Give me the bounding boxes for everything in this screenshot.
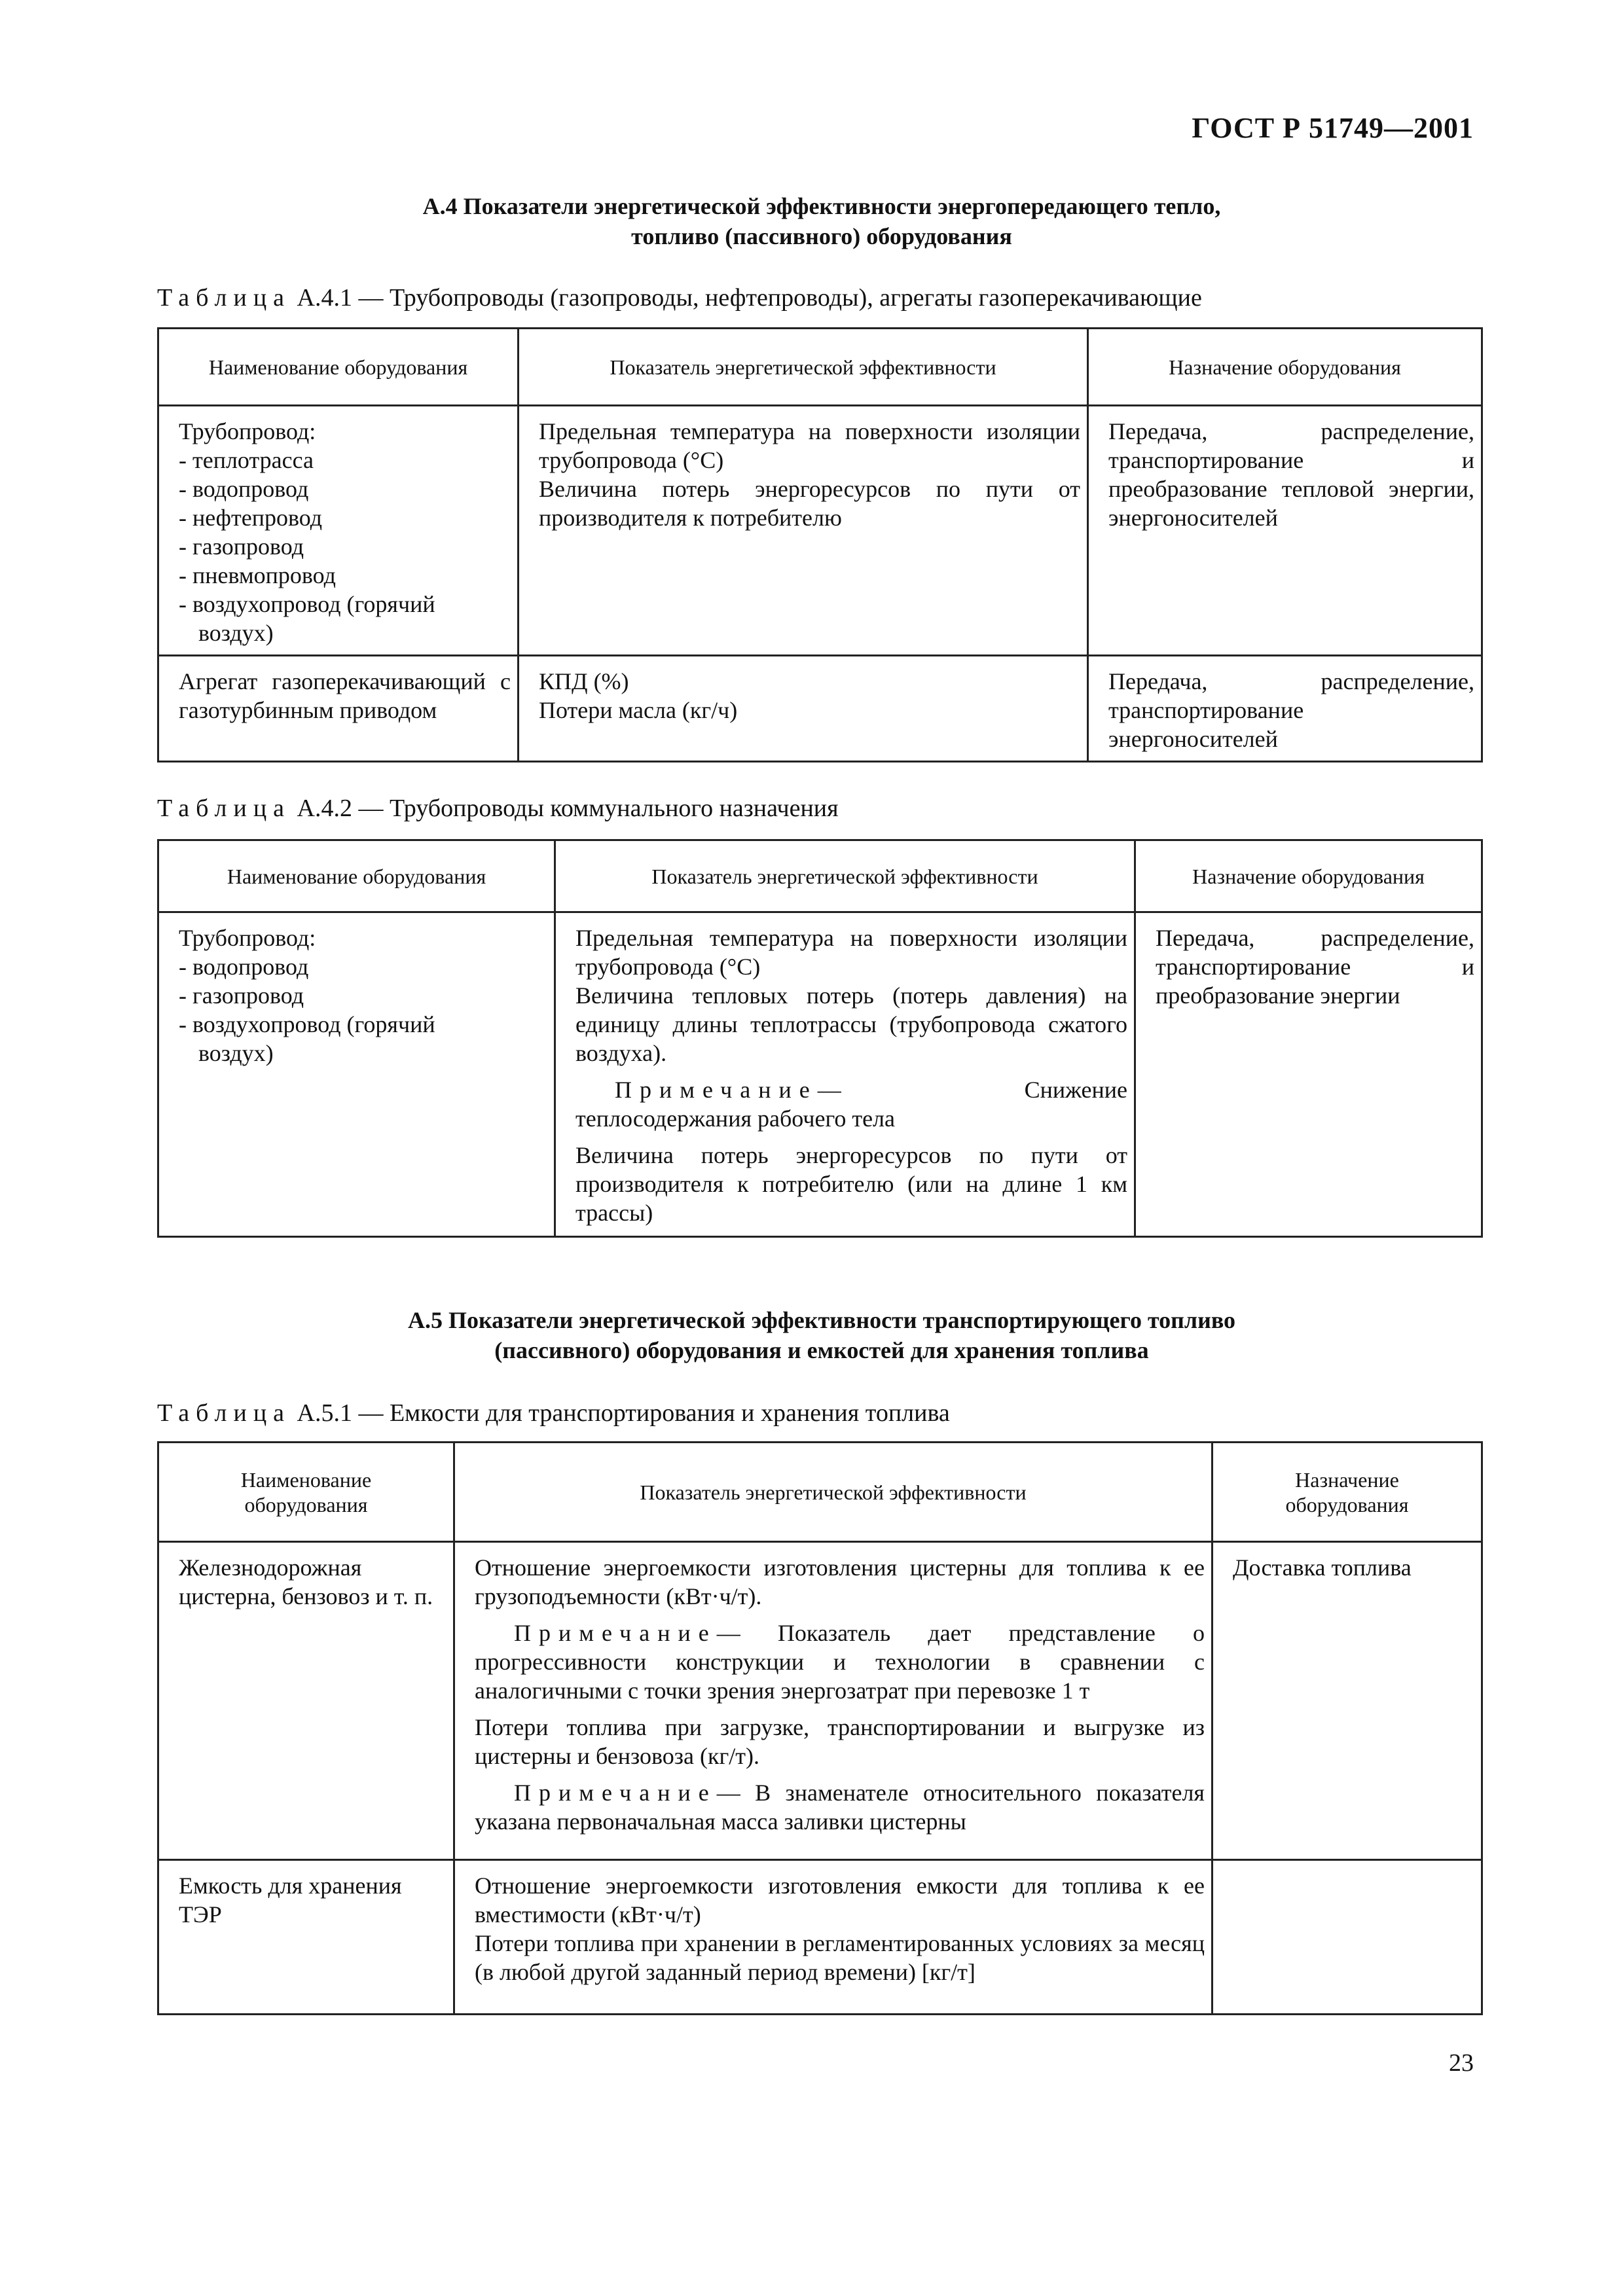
note-label: Примечание	[615, 1077, 818, 1103]
note-label: Примечание	[514, 1780, 717, 1806]
table-a41-caption	[157, 283, 1202, 313]
table-caption-text: А.4.2 — Трубопроводы коммунального назначения	[297, 795, 839, 822]
section-a5-title-line2: (пассивного) оборудования и емкостей для хранения топлива	[494, 1337, 1149, 1363]
table-header-row	[158, 840, 1482, 912]
table-a42	[157, 839, 1483, 1238]
cell-equipment-name: Агрегат газоперекачивающий с газотурбинным приводом	[158, 656, 519, 762]
table-caption-prefix: Таблица	[157, 284, 291, 312]
table-row	[158, 1860, 1482, 2015]
table-header-row	[158, 329, 1482, 406]
header-equipment-name: Наименование оборудования	[158, 840, 555, 912]
list-item: - водопровод	[179, 954, 309, 980]
cell-efficiency-indicator	[555, 912, 1135, 1237]
cell-equipment-purpose: Передача, распределение, транспортирование и преобразование тепловой энергии, энергоносителей	[1088, 406, 1482, 656]
header-equipment-purpose: Назначение оборудования	[1213, 1443, 1482, 1542]
cell-equipment-name	[158, 406, 519, 656]
table-a51	[157, 1441, 1483, 2015]
indicator-text: Величина потерь энергоресурсов по пути от производителя к потребителю	[539, 476, 1080, 531]
header-equipment-purpose: Назначение оборудования	[1135, 840, 1482, 912]
table-row	[158, 1542, 1482, 1860]
list-item: - воздухопровод (горячий	[179, 591, 435, 617]
indicator-text: Отношение энергоемкости изготовления цистерны для топлива к ее грузоподъемности (кВт·ч/т).	[475, 1554, 1205, 1609]
list-item: - воздухопровод (горячий	[179, 1011, 435, 1037]
indicator-text: Потери масла (кг/ч)	[539, 697, 738, 723]
list-item-continuation: воздух)	[198, 620, 274, 646]
cell-efficiency-indicator	[519, 656, 1088, 762]
table-caption-prefix: Таблица	[157, 795, 291, 822]
header-equipment-name: Наименование оборудования	[158, 1443, 454, 1542]
table-row	[158, 656, 1482, 762]
cell-efficiency-indicator	[454, 1542, 1213, 1860]
list-title: Трубопровод:	[179, 925, 316, 951]
cell-equipment-purpose: Доставка топлива	[1213, 1542, 1482, 1860]
cell-equipment-purpose	[1213, 1860, 1482, 2015]
indicator-text: Предельная температура на поверхности изоляции трубопровода (°С)	[575, 925, 1127, 980]
indicator-text: Потери топлива при загрузке, транспортировании и выгрузке из цистерны и бензовоза (кг/т).	[475, 1714, 1205, 1769]
page-number: 23	[1449, 2049, 1474, 2077]
table-a42-caption	[157, 793, 839, 823]
indicator-text: Величина потерь энергоресурсов по пути от производителя к потребителю (или на длине 1 км трассы)	[575, 1142, 1127, 1226]
indicator-text: Предельная температура на поверхности изоляции трубопровода (°С)	[539, 418, 1080, 473]
list-item: - газопровод	[179, 533, 304, 560]
header-equipment-purpose: Назначение оборудования	[1088, 329, 1482, 406]
note-body: — В знаменателе относительного показателя указана первоначальная масса заливки цистерны	[475, 1780, 1205, 1835]
cell-equipment-name: Емкость для хранения ТЭР	[158, 1860, 454, 2015]
list-item: - теплотрасса	[179, 447, 314, 473]
table-header-row	[158, 1443, 1482, 1542]
list-item: - газопровод	[179, 982, 304, 1009]
list-item: - нефтепровод	[179, 505, 323, 531]
indicator-text: Отношение энергоемкости изготовления емкости для топлива к ее вместимости (кВт·ч/т)	[475, 1873, 1205, 1928]
note-text	[475, 1778, 1205, 1836]
header-efficiency-indicator: Показатель энергетической эффективности	[454, 1443, 1213, 1542]
note-label: Примечание	[514, 1620, 717, 1646]
table-row	[158, 912, 1482, 1237]
list-item: - водопровод	[179, 476, 309, 502]
header-efficiency-indicator: Показатель энергетической эффективности	[519, 329, 1088, 406]
cell-equipment-name	[158, 912, 555, 1237]
cell-equipment-name: Железнодорожная цистерна, бензовоз и т. п.	[158, 1542, 454, 1860]
note-body: — Снижение теплосодержания рабочего тела	[575, 1077, 1127, 1132]
cell-efficiency-indicator	[454, 1860, 1213, 2015]
cell-equipment-purpose: Передача, распределение, транспортирование и преобразование энергии	[1135, 912, 1482, 1237]
section-a4-title-line1: А.4 Показатели энергетической эффективности энергопередающего тепло,	[422, 193, 1221, 219]
cell-efficiency-indicator	[519, 406, 1088, 656]
table-a51-caption	[157, 1398, 950, 1428]
list-title: Трубопровод:	[179, 418, 316, 444]
list-item-continuation: воздух)	[198, 1040, 274, 1066]
table-row	[158, 406, 1482, 656]
section-a5-heading	[157, 1305, 1486, 1365]
note-body: — Показатель дает представление о прогрессивности конструкции и технологии в сравнении с аналогичными с точки зрения энергозатрат при перевозке 1 т	[475, 1620, 1205, 1704]
section-a5-title-line1: А.5 Показатели энергетической эффективности транспортирующего топливо	[407, 1307, 1236, 1333]
table-caption-text: А.5.1 — Емкости для транспортирования и хранения топлива	[297, 1399, 950, 1427]
document-code: ГОСТ Р 51749—2001	[1192, 112, 1474, 144]
table-caption-prefix: Таблица	[157, 1399, 291, 1427]
table-caption-text: А.4.1 — Трубопроводы (газопроводы, нефтепроводы), агрегаты газоперекачивающие	[297, 284, 1202, 312]
indicator-text: Величина тепловых потерь (потерь давления) на единицу длины теплотрассы (трубопровода сжатого воздуха).	[575, 982, 1127, 1066]
cell-equipment-purpose: Передача, распределение, транспортирование энергоносителей	[1088, 656, 1482, 762]
section-a4-heading	[157, 191, 1486, 251]
note-text	[475, 1619, 1205, 1705]
indicator-text: Потери топлива при хранении в регламентированных условиях за месяц (в любой другой заданный период времени) [кг/т]	[475, 1930, 1205, 1985]
section-a4-title-line2: топливо (пассивного) оборудования	[631, 223, 1012, 249]
header-equipment-name: Наименование оборудования	[158, 329, 519, 406]
table-a41	[157, 327, 1483, 762]
note-text	[575, 1075, 1127, 1133]
header-efficiency-indicator: Показатель энергетической эффективности	[555, 840, 1135, 912]
list-item: - пневмопровод	[179, 562, 336, 588]
indicator-text: КПД (%)	[539, 668, 629, 694]
